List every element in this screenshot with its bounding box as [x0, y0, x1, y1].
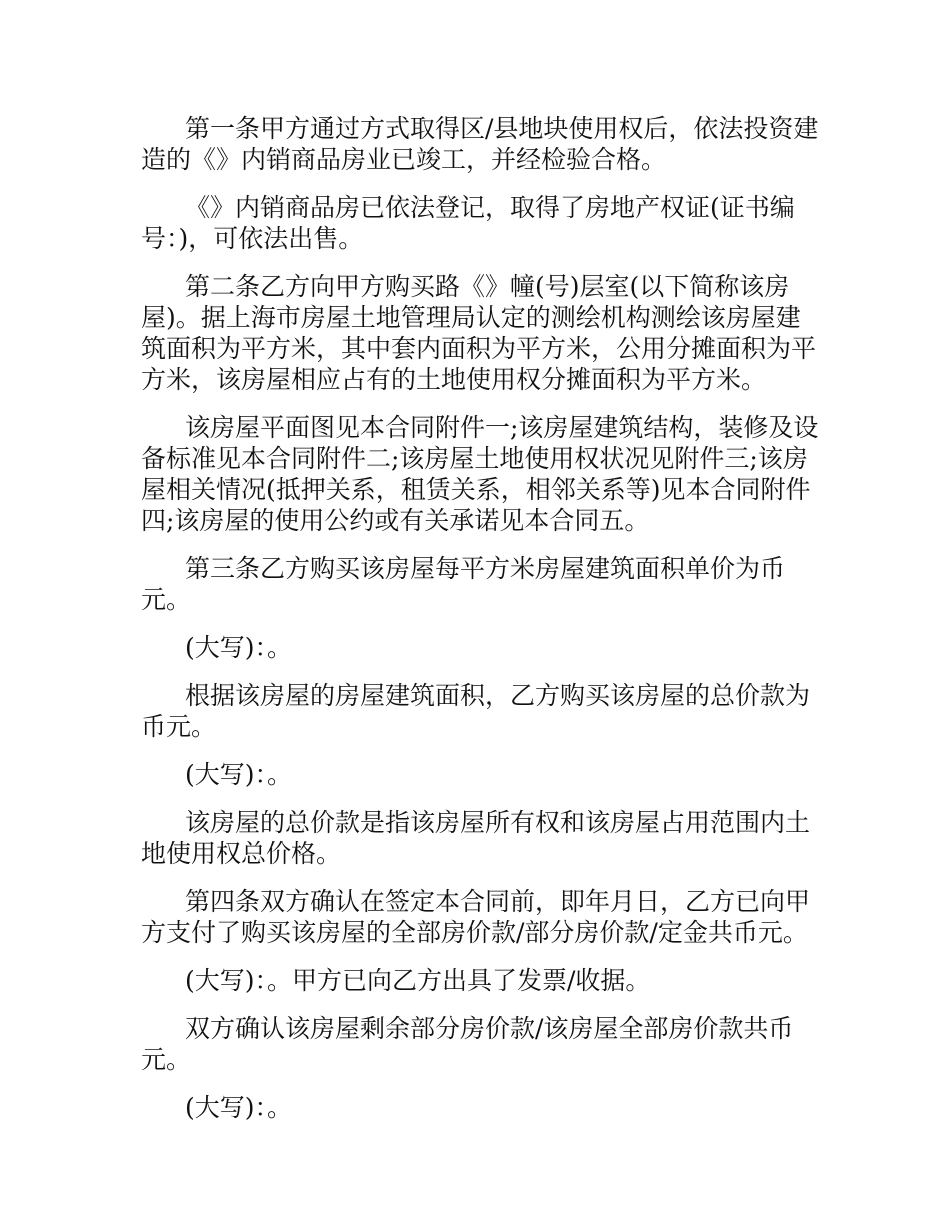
paragraph-capital-amount-4: (大写)：。: [185, 1093, 293, 1122]
paragraph-article-4: 第四条双方确认在签定本合同前，即年月日，乙方已向甲方支付了购买该房屋的全部房价款/部分房价款/定金共币元。: [141, 887, 811, 947]
paragraph-article-1: 第一条甲方通过方式取得区/县地块使用权后，依法投资建造的《》内销商品房业已竣工，并经检验合格。: [141, 114, 819, 174]
paragraph-total-price: 根据该房屋的房屋建筑面积，乙方购买该房屋的总价款为币元。: [141, 681, 811, 741]
paragraph-total-price-definition: 该房屋的总价款是指该房屋所有权和该房屋占用范围内土地使用权总价格。: [141, 808, 811, 868]
paragraph-attachments: 该房屋平面图见本合同附件一;该房屋建筑结构，装修及设备标准见本合同附件二;该房屋土地使用权状况见附件三;该房屋相关情况(抵押关系，租赁关系，相邻关系等)见本合同附件四;该房屋的使用公约或有关承诺见本合同五。: [141, 413, 819, 535]
paragraph-capital-amount-1: (大写)：。: [185, 633, 293, 662]
paragraph-capital-amount-3: (大写)：。甲方已向乙方出具了发票/收据。: [185, 966, 651, 995]
paragraph-remaining-price: 双方确认该房屋剩余部分房价款/该房屋全部房价款共币元。: [141, 1014, 794, 1074]
paragraph-registration: 《》内销商品房已依法登记，取得了房地产权证(证书编号：)，可依法出售。: [141, 193, 795, 253]
paragraph-article-3: 第三条乙方购买该房屋每平方米房屋建筑面积单价为币元。: [141, 554, 786, 614]
paragraph-capital-amount-2: (大写)：。: [185, 760, 293, 789]
document-body: [141, 113, 821, 1140]
paragraph-article-2: 第二条乙方向甲方购买路《》幢(号)层室(以下简称该房屋)。据上海市房屋土地管理局认定的测绘机构测绘该房屋建筑面积为平方米，其中套内面积为平方米，公用分摊面积为平方米，该房屋相应占有的土地使用权分摊面积为平方米。: [141, 272, 817, 394]
